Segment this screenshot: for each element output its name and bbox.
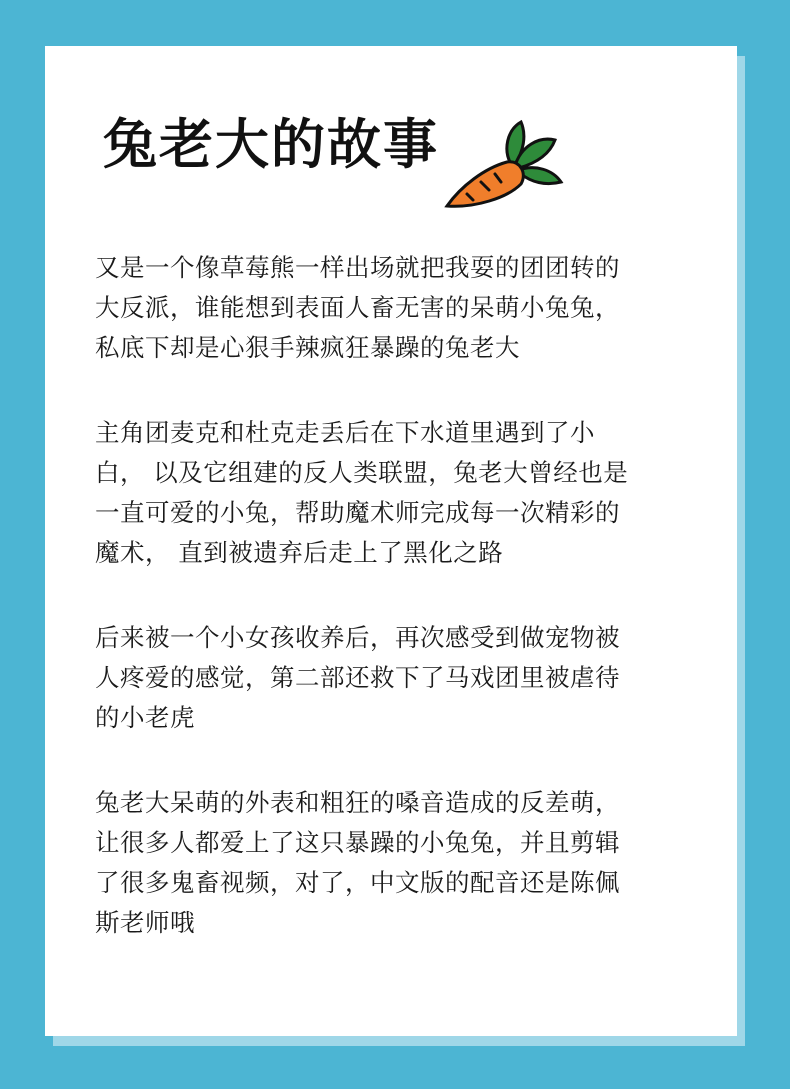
- article-body: [95, 248, 695, 988]
- paragraph-1: [95, 248, 695, 368]
- text-line: 的小老虎: [95, 703, 195, 732]
- text-line: 私底下却是心狠手辣疯狂暴躁的兔老大: [95, 333, 520, 362]
- text-line: 人疼爱的感觉，第二部还救下了马戏团里被虐待: [95, 663, 620, 692]
- title-row: [103, 110, 439, 180]
- text-line: 兔老大呆萌的外表和粗狂的嗓音造成的反差萌，: [95, 788, 620, 817]
- text-line: 又是一个像草莓熊一样出场就把我耍的团团转的: [95, 253, 620, 282]
- text-line: 大反派，谁能想到表面人畜无害的呆萌小兔兔，: [95, 293, 620, 322]
- text-line: 了很多鬼畜视频，对了，中文版的配音还是陈佩: [95, 868, 620, 897]
- paragraph-4: [95, 783, 695, 943]
- paragraph-3: [95, 618, 695, 738]
- carrot-icon: [441, 112, 571, 212]
- page-title: 兔老大的故事: [103, 113, 439, 176]
- text-line: 一直可爱的小兔，帮助魔术师完成每一次精彩的: [95, 498, 620, 527]
- text-line: 魔术， 直到被遗弃后走上了黑化之路: [95, 538, 504, 567]
- text-line: 后来被一个小女孩收养后，再次感受到做宠物被: [95, 623, 620, 652]
- text-line: 让很多人都爱上了这只暴躁的小兔兔，并且剪辑: [95, 828, 620, 857]
- text-line: 白， 以及它组建的反人类联盟，兔老大曾经也是: [95, 458, 629, 487]
- paper-card: [45, 46, 737, 1036]
- paragraph-2: [95, 413, 695, 573]
- text-line: 斯老师哦: [95, 908, 195, 937]
- text-line: 主角团麦克和杜克走丢后在下水道里遇到了小: [95, 418, 595, 447]
